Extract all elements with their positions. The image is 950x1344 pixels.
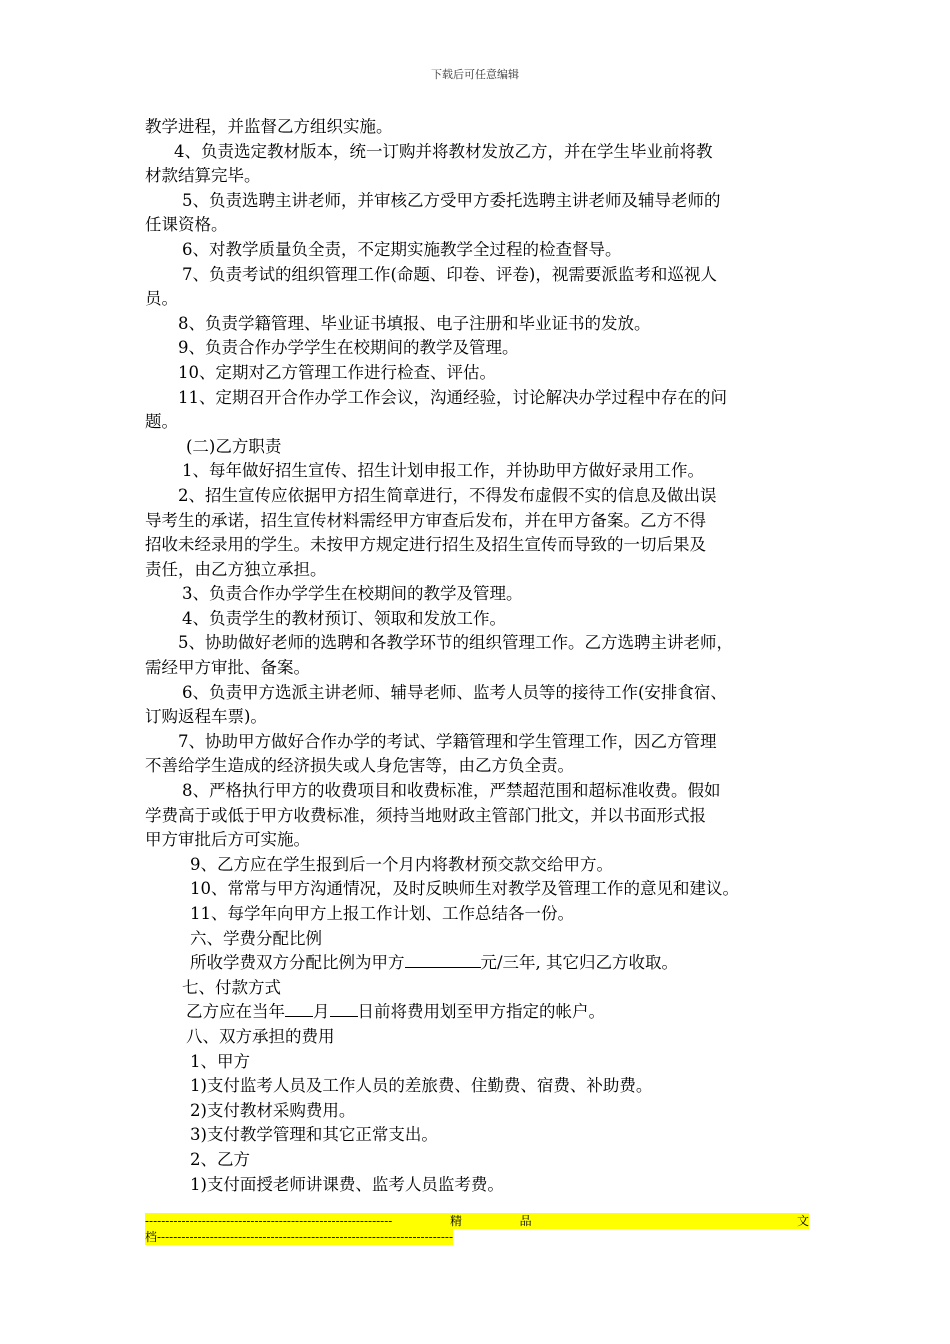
paragraph-line: 责任，由乙方独立承担。 [145,559,327,579]
paragraph-line: 甲方审批后方可实施。 [145,830,310,850]
paragraph-line: 5、负责选聘主讲老师，并审核乙方受甲方委托选聘主讲老师及辅导老师的 [182,190,721,210]
paragraph-line: 8、严格执行甲方的收费项目和收费标准，严禁超范围和超标准收费。假如 [182,781,721,801]
paragraph-line: 5、协助做好老师的选聘和各教学环节的组织管理工作。乙方选聘主讲老师， [178,633,733,653]
paragraph-line: 不善给学生造成的经济损失或人身危害等，由乙方负全责。 [145,756,574,776]
footer-word: 品 [519,1214,532,1228]
footer-banner-line2: 档------------------------------------------------------------------------- [145,1230,453,1244]
section-heading: (二)乙方职责 [186,436,282,456]
paragraph-line: 导考生的承诺，招生宣传材料需经甲方审查后发布，并在甲方备案。乙方不得 [145,510,706,530]
paragraph-line: 10、定期对乙方管理工作进行检查、评估。 [178,362,496,382]
paragraph-line: 6、对教学质量负全责，不定期实施教学全过程的检查督导。 [182,239,622,259]
paragraph-line: 1)支付面授老师讲课费、监考人员监考费。 [190,1174,504,1194]
paragraph-line: 任课资格。 [145,215,228,235]
paragraph-line: 9、负责合作办学学生在校期间的教学及管理。 [178,338,519,358]
paragraph-line: 10、常常与甲方沟通情况，及时反映师生对教学及管理工作的意见和建议。 [190,879,739,899]
paragraph-line: 11、每学年向甲方上报工作计划、工作总结各一份。 [190,904,574,923]
paragraph-line: 6、负责甲方选派主讲老师、辅导老师、监考人员等的接待工作(安排食宿、 [182,682,727,702]
paragraph-line: 2)支付教材采购费用。 [190,1100,356,1120]
paragraph-line: 1、甲方 [190,1051,250,1071]
paragraph-line: 4、负责学生的教材预订、领取和发放工作。 [182,608,506,628]
paragraph-line: 8、负责学籍管理、毕业证书填报、电子注册和毕业证书的发放。 [178,313,651,333]
fill-text: 所收学费双方分配比例为甲方 [190,953,405,973]
fill-text: 乙方应在当年 [186,1002,285,1022]
paragraph-line: 材款结算完毕。 [145,166,261,186]
paragraph-line: 题。 [145,412,178,432]
paragraph-line: 需经甲方审批、备案。 [145,658,310,678]
paragraph-line: 订购返程车票)。 [145,707,267,727]
fill-text: 元/三年, 其它归乙方收取。 [480,953,679,973]
paragraph-line: 2、招生宣传应依据甲方招生简章进行，不得发布虚假不实的信息及做出误 [178,485,717,505]
section-heading: 六、学费分配比例 [190,928,322,948]
footer-word: 文 [796,1214,809,1228]
paragraph-line: 招收未经录用的学生。未按甲方规定进行招生及招生宣传而导致的一切后果及 [145,535,706,555]
paragraph-line: 教学进程，并监督乙方组织实施。 [145,117,393,136]
blank-underline [405,953,481,968]
fill-text: 日前将费用划至甲方指定的帐户。 [357,1002,605,1022]
paragraph-line: 员。 [145,289,178,309]
paragraph-line: 4、负责选定教材版本，统一订购并将教材发放乙方，并在学生毕业前将教 [174,141,713,161]
section-heading: 八、双方承担的费用 [186,1026,335,1046]
page-footer [145,1213,809,1245]
paragraph-line: 11、定期召开合作办学工作会议，沟通经验，讨论解决办学过程中存在的问 [178,387,727,407]
blank-underline [285,1002,313,1017]
paragraph-line [145,951,815,976]
paragraph-line: 7、协助甲方做好合作办学的考试、学籍管理和学生管理工作，因乙方管理 [178,731,717,751]
paragraph-line: 3、负责合作办学学生在校期间的教学及管理。 [182,584,523,604]
paragraph-line: 学费高于或低于甲方收费标准，须持当地财政主管部门批文，并以书面形式报 [145,805,706,825]
paragraph-line: 7、负责考试的组织管理工作(命题、印卷、评卷)，视需要派监考和巡视人 [182,264,717,284]
blank-underline [330,1002,358,1017]
footer-banner [145,1213,809,1229]
footer-spacer [589,1213,739,1229]
page-header: 下载后可任意编辑 [431,68,519,81]
paragraph-line: 3)支付教学管理和其它正常支出。 [190,1125,438,1145]
fill-text: 月 [313,1002,330,1022]
paragraph-line: 9、乙方应在学生报到后一个月内将教材预交款交给甲方。 [190,854,613,874]
paragraph-line: 1)支付监考人员及工作人员的差旅费、住勤费、宿费、补助费。 [190,1076,653,1096]
paragraph-line [145,1000,815,1025]
paragraph-line: 2、乙方 [190,1149,250,1169]
footer-word: 精 [449,1214,462,1228]
paragraph-line: 1、每年做好招生宣传、招生计划申报工作，并协助甲方做好录用工作。 [182,461,704,481]
footer-dashes: ------------------------------------------------------------- [145,1214,393,1228]
section-heading: 七、付款方式 [182,977,281,997]
document-body [145,115,815,1197]
